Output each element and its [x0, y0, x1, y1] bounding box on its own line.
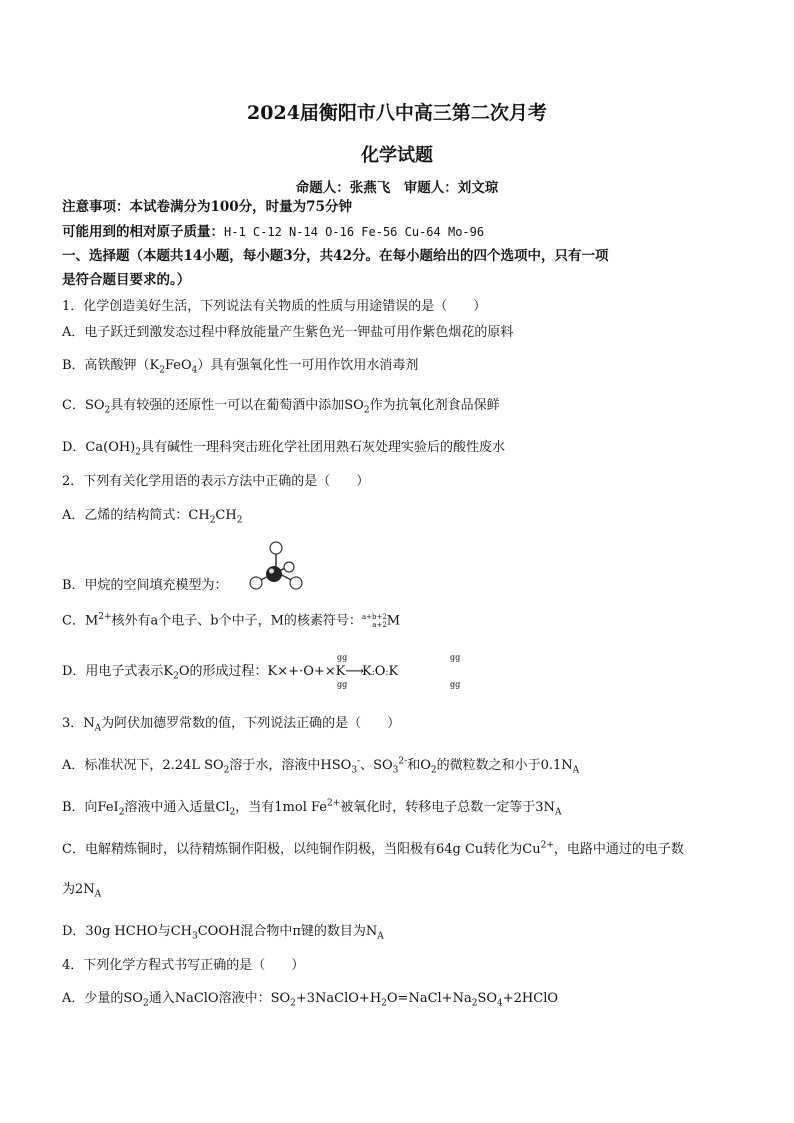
q2-c-mid: 核外有a个电子、b个中子，M的核素符号： — [111, 613, 362, 629]
q2-c-symbol: M — [386, 613, 401, 629]
q4-a-5: SO — [477, 991, 498, 1006]
q3-c-2: 为2N — [62, 882, 95, 897]
q3-b-sup-2plus: 2+ — [327, 798, 341, 809]
q3-d-1: D．30g HCHO与CH — [62, 924, 192, 939]
q2-a-sub2a: 2 — [209, 515, 216, 526]
q4-a-sub4: 4 — [497, 998, 503, 1009]
q2-c-nuclide-numbers — [362, 613, 387, 629]
q3-a-sup-2minus: 2- — [398, 756, 408, 767]
q4-stem: 4．下列化学方程式书写正确的是（ ） — [62, 958, 305, 973]
q3-b-1: B．向FeI — [62, 800, 119, 815]
q4-a-4: O=NaCl+Na — [386, 991, 472, 1006]
q4-a-sub2b: 2 — [290, 998, 296, 1009]
q2-d-sub2: 2 — [173, 671, 179, 682]
q4-a-3: +3NaClO+H — [295, 991, 382, 1006]
q1-b-post: ）具有强氧化性一可用作饮用水消毒剂 — [197, 358, 419, 373]
q3-b-2: 溶液中通入适量Cl — [124, 800, 230, 815]
q3-c-1-end: ，电路中通过的电子数 — [553, 842, 684, 857]
q2-a-pre: A．乙烯的结构简式：CH — [62, 508, 210, 523]
notice: 注意事项：本试卷满分为100分，时量为75分钟 — [62, 199, 352, 215]
q3-option-c-line1 — [62, 840, 684, 857]
q3-a-4: 和O — [407, 758, 431, 773]
q2-d-dots-4: gg — [450, 680, 461, 689]
q3-stem-sub: A — [94, 723, 102, 734]
q1-b-mid: FeO — [165, 358, 192, 373]
q3-b-sub2a: 2 — [118, 807, 125, 818]
q1-c-sub2b: 2 — [363, 405, 370, 416]
q2-d-oxygen: O — [303, 664, 314, 679]
q2-a-mid: CH — [215, 508, 237, 523]
q3-a-2: 溶于水，溶液中HSO — [229, 758, 352, 773]
q3-c-subA: A — [94, 889, 102, 900]
q3-c-sup-2plus: 2+ — [540, 840, 554, 851]
q1-c-sub2a: 2 — [104, 405, 111, 416]
q3-option-b — [62, 798, 562, 818]
q2-d-dots-2: gg — [337, 680, 348, 689]
atomic-mass-label: 可能用到的相对原子质量： — [62, 224, 224, 240]
section1-line2: 是符合题目要求的。） — [62, 272, 191, 288]
q1-option-d — [62, 440, 506, 458]
q3-a-sub2a: 2 — [223, 765, 230, 776]
q2-c-mass-number: a+b+2 — [361, 613, 387, 621]
atomic-mass-values: H-1 C-12 N-14 O-16 Fe-56 Cu-64 Mo-96 — [224, 225, 485, 239]
q3-d-2: COOH混合物中π键的数目为N — [197, 924, 378, 939]
q1-d-sub2: 2 — [135, 447, 141, 458]
q3-a-1: A．标准状况下，2.24L SO — [62, 758, 224, 773]
exam-subtitle: 化学试题 — [361, 145, 433, 166]
q2-a-sub2b: 2 — [236, 515, 243, 526]
q3-a-sup-minus: - — [357, 756, 361, 767]
q3-option-c-line2 — [62, 882, 102, 900]
q3-a-sub3b: 3 — [392, 765, 399, 776]
q3-a-subA: A — [572, 765, 580, 776]
q2-d-pre: D．用电子式表示K — [62, 664, 174, 679]
q1-d-post: 具有碱性一理科突击班化学社团用熟石灰处理实验后的酸性废水 — [141, 440, 506, 455]
q1-option-b — [62, 358, 419, 376]
q2-c-atomic-number: a+2 — [372, 621, 387, 629]
q3-c-1: C．电解精炼铜时，以待精炼铜作阳极，以纯铜作阴极，当阳极有64g Cu转化为Cu — [62, 842, 541, 857]
q2-d-right-k: K — [362, 664, 372, 679]
q1-c-post: 作为抗氧化剂食品保鲜 — [369, 398, 500, 413]
q3-b-sub2b: 2 — [229, 807, 236, 818]
q1-d-pre: D．Ca(OH) — [62, 440, 136, 455]
q3-option-d — [62, 924, 384, 942]
q2-option-a — [62, 508, 243, 526]
q3-b-3: ，当有1mol Fe — [235, 800, 327, 815]
q4-option-a — [62, 991, 559, 1009]
atomic-mass-line — [62, 226, 484, 240]
q3-a-sub2b: 2 — [430, 765, 437, 776]
q2-d-left: K×+· — [267, 664, 304, 679]
q4-a-sub2d: 2 — [471, 998, 478, 1009]
exam-title: 2024届衡阳市八中高三第二次月考 — [247, 102, 547, 124]
section1-line1: 一、选择题（本题共14小题，每小题3分，共42分。在每小题给出的四个选项中，只有一项 — [62, 248, 609, 264]
q2-d-arrow: ⟶ — [345, 664, 362, 679]
q3-b-4: 被氧化时，转移电子总数一定等于3N — [340, 800, 555, 815]
q2-d-mid-k: +×K — [313, 664, 346, 679]
q3-d-sub3: 3 — [191, 931, 198, 942]
q3-stem — [62, 716, 401, 734]
q2-c-pre: C．M — [62, 613, 99, 629]
q2-option-d: D．用电子式表示$K_2O$的形成过程：K×+·O+×K⟶K:O:K — [62, 664, 399, 682]
q2-d-dots-1: gg — [337, 653, 348, 662]
q1-c-pre: C．SO — [62, 398, 105, 413]
q1-b-pre: B．高铁酸钾（K — [62, 358, 160, 373]
q1-c-mid: 具有较强的还原性一可以在葡萄酒中添加SO — [110, 398, 364, 413]
q3-a-3: 、SO — [360, 758, 393, 773]
q4-a-6: +2HClO — [502, 991, 559, 1006]
q3-d-subA: A — [377, 931, 384, 942]
q2-option-b: B．甲烷的空间填充模型为： — [62, 578, 228, 593]
q4-a-sub2c: 2 — [381, 998, 387, 1009]
q2-stem: 2．下列有关化学用语的表示方法中正确的是（ ） — [62, 474, 370, 489]
q2-d-end-k: K — [388, 664, 399, 679]
exam-authors: 命题人：张燕飞 审题人：刘文琼 — [295, 180, 499, 196]
q2-d-mid: O的形成过程： — [178, 664, 268, 679]
q1-b-sub4: 4 — [191, 365, 198, 376]
q3-a-5: 的微粒数之和小于0.1N — [436, 758, 573, 773]
q3-b-subA: A — [554, 807, 562, 818]
q3-option-a — [62, 756, 580, 776]
methane-space-filling-model — [236, 540, 308, 596]
q1-stem: 1．化学创造美好生活，下列说法有关物质的性质与用途错误的是（ ） — [62, 299, 487, 314]
q1-option-a: A．电子跃迁到激发态过程中释放能量产生紫色光一钾盐可用作紫色烟花的原料 — [62, 325, 514, 340]
q4-a-sub2a: 2 — [142, 998, 149, 1009]
q4-a-1: A．少量的SO — [62, 991, 143, 1006]
q1-b-sub2: 2 — [159, 365, 165, 376]
q2-c-sup: 2+ — [98, 612, 112, 623]
q4-a-2: 通入NaClO溶液中：SO — [148, 991, 291, 1006]
q2-option-c — [62, 613, 400, 629]
q2-d-oxygen2: O — [374, 664, 386, 679]
q3-stem-pre: 3．N — [62, 716, 95, 731]
q2-d-dots-3: gg — [450, 653, 461, 662]
q1-option-c — [62, 398, 500, 416]
q3-a-sub3a: 3 — [351, 765, 358, 776]
q3-stem-post: 为阿伏加德罗常数的值，下列说法正确的是（ ） — [101, 716, 401, 731]
